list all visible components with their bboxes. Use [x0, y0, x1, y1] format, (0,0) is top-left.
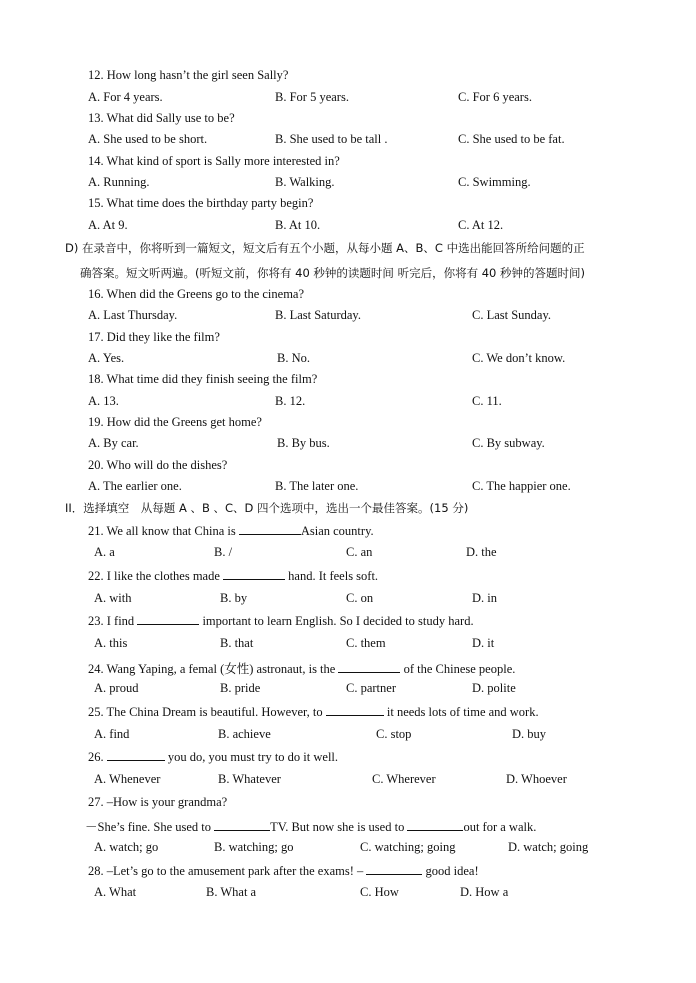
question-28-text-start: 28. –Let’s go to the amusement park after the exams! –	[88, 864, 367, 878]
question-21-text-end: Asian country.	[300, 524, 374, 538]
option-12-b: B. For 5 years.	[275, 90, 349, 104]
option-20-c: C. The happier one.	[472, 479, 571, 493]
option-25-b: B. achieve	[218, 727, 271, 741]
option-28-a: A. What	[94, 885, 137, 899]
question-22	[88, 568, 378, 584]
option-17-a: A. Yes.	[88, 351, 125, 365]
option-19-b: B. By bus.	[277, 436, 330, 450]
question-17: 17. Did they like the film?	[88, 330, 220, 344]
option-14-b: B. Walking.	[275, 175, 335, 189]
question-24-text-start: 24. Wang Yaping, a femal (女性) astronaut, is the	[88, 662, 339, 676]
option-25-c: C. stop	[376, 727, 412, 741]
option-27-c: C. watching; going	[360, 840, 456, 854]
option-26-a: A. Whenever	[94, 772, 161, 786]
question-26-text-end: you do, you must try to do it well.	[164, 750, 339, 764]
question-22-text-start: 22. I like the clothes made	[88, 569, 224, 583]
answer-blank	[137, 613, 199, 625]
answer-blank	[326, 704, 384, 716]
question-14: 14. What kind of sport is Sally more interested in?	[88, 154, 340, 168]
question-27: 27. –How is your grandma?	[88, 795, 228, 809]
question-12: 12. How long hasn’t the girl seen Sally?	[88, 68, 289, 82]
option-18-b: B. 12.	[275, 394, 306, 408]
option-22-d: D. in	[472, 591, 497, 605]
option-23-a: A. this	[94, 636, 128, 650]
option-13-a: A. She used to be short.	[88, 132, 208, 146]
question-23	[88, 613, 474, 629]
answer-blank	[223, 568, 285, 580]
option-18-c: C. 11.	[472, 394, 502, 408]
question-27-reply-mid: TV. But now she is used to	[270, 820, 408, 834]
question-19: 19. How did the Greens get home?	[88, 415, 262, 429]
question-18: 18. What time did they finish seeing the film?	[88, 372, 318, 386]
option-24-a: A. proud	[94, 681, 139, 695]
answer-blank	[239, 523, 301, 535]
question-21-text-start: 21. We all know that China is	[88, 524, 239, 538]
answer-blank	[214, 819, 270, 831]
option-23-d: D. it	[472, 636, 495, 650]
option-17-c: C. We don’t know.	[472, 351, 566, 365]
question-27-reply-end: out for a walk.	[463, 820, 537, 834]
section-d-instruction-line1: D) 在录音中，你将听到一篇短文，短文后有五个小题，从每小题 A、B、C 中选出能回答所给问题的正	[65, 241, 585, 255]
option-27-d: D. watch; going	[508, 840, 589, 854]
question-16: 16. When did the Greens go to the cinema?	[88, 287, 305, 301]
option-14-c: C. Swimming.	[458, 175, 531, 189]
option-24-b: B. pride	[220, 681, 261, 695]
question-21	[88, 523, 374, 539]
question-25-text-end: it needs lots of time and work.	[383, 705, 539, 719]
option-25-d: D. buy	[512, 727, 547, 741]
option-28-d: D. How a	[460, 885, 509, 899]
option-23-c: C. them	[346, 636, 386, 650]
question-27-reply-start: －She’s fine. She used to	[85, 820, 215, 834]
option-21-b: B. /	[214, 545, 233, 559]
question-26	[88, 749, 338, 765]
option-24-d: D. polite	[472, 681, 516, 695]
question-15: 15. What time does the birthday party begin?	[88, 196, 314, 210]
option-27-b: B. watching; go	[214, 840, 294, 854]
section-d-instruction-line2: 确答案。短文听两遍。(听短文前，你将有 40 秒钟的读题时间 听完后，你将有 40 秒钟的答题时间)	[80, 266, 586, 280]
option-19-c: C. By subway.	[472, 436, 545, 450]
option-28-b: B. What a	[206, 885, 257, 899]
section-ii-instruction: II．选择填空 从每题 A 、B 、C、D 四个选项中，选出一个最佳答案。(15 分)	[65, 501, 469, 515]
option-22-c: C. on	[346, 591, 374, 605]
question-13: 13. What did Sally use to be?	[88, 111, 235, 125]
option-15-a: A. At 9.	[88, 218, 128, 232]
question-24-text-end: of the Chinese people.	[400, 662, 516, 676]
option-27-a: A. watch; go	[94, 840, 159, 854]
question-28	[88, 863, 479, 879]
question-27-reply	[85, 817, 536, 835]
question-22-text-end: hand. It feels soft.	[285, 569, 379, 583]
option-20-b: B. The later one.	[275, 479, 359, 493]
option-24-c: C. partner	[346, 681, 396, 695]
answer-blank	[107, 749, 165, 761]
question-28-text-end: good idea!	[422, 864, 479, 878]
option-12-a: A. For 4 years.	[88, 90, 163, 104]
option-26-b: B. Whatever	[218, 772, 281, 786]
option-21-c: C. an	[346, 545, 373, 559]
question-25	[88, 704, 539, 720]
question-23-text-end: important to learn English. So I decided to study hard.	[199, 614, 474, 628]
question-25-text-start: 25. The China Dream is beautiful. However, to	[88, 705, 326, 719]
question-23-text-start: 23. I find	[88, 614, 138, 628]
option-13-b: B. She used to be tall .	[275, 132, 388, 146]
option-15-b: B. At 10.	[275, 218, 321, 232]
question-26-text-start: 26.	[88, 750, 107, 764]
option-12-c: C. For 6 years.	[458, 90, 532, 104]
option-21-d: D. the	[466, 545, 497, 559]
option-17-b: B. No.	[277, 351, 310, 365]
option-16-c: C. Last Sunday.	[472, 308, 552, 322]
answer-blank	[407, 819, 463, 831]
answer-blank	[366, 863, 422, 875]
option-18-a: A. 13.	[88, 394, 119, 408]
option-14-a: A. Running.	[88, 175, 150, 189]
option-15-c: C. At 12.	[458, 218, 504, 232]
option-16-a: A. Last Thursday.	[88, 308, 178, 322]
option-20-a: A. The earlier one.	[88, 479, 182, 493]
option-23-b: B. that	[220, 636, 254, 650]
question-24	[88, 659, 515, 677]
option-28-c: C. How	[360, 885, 399, 899]
option-21-a: A. a	[94, 545, 115, 559]
option-16-b: B. Last Saturday.	[275, 308, 361, 322]
option-22-b: B. by	[220, 591, 248, 605]
answer-blank	[338, 661, 400, 673]
option-26-d: D. Whoever	[506, 772, 567, 786]
option-25-a: A. find	[94, 727, 130, 741]
question-20: 20. Who will do the dishes?	[88, 458, 228, 472]
option-13-c: C. She used to be fat.	[458, 132, 565, 146]
option-26-c: C. Wherever	[372, 772, 436, 786]
option-19-a: A. By car.	[88, 436, 139, 450]
option-22-a: A. with	[94, 591, 132, 605]
